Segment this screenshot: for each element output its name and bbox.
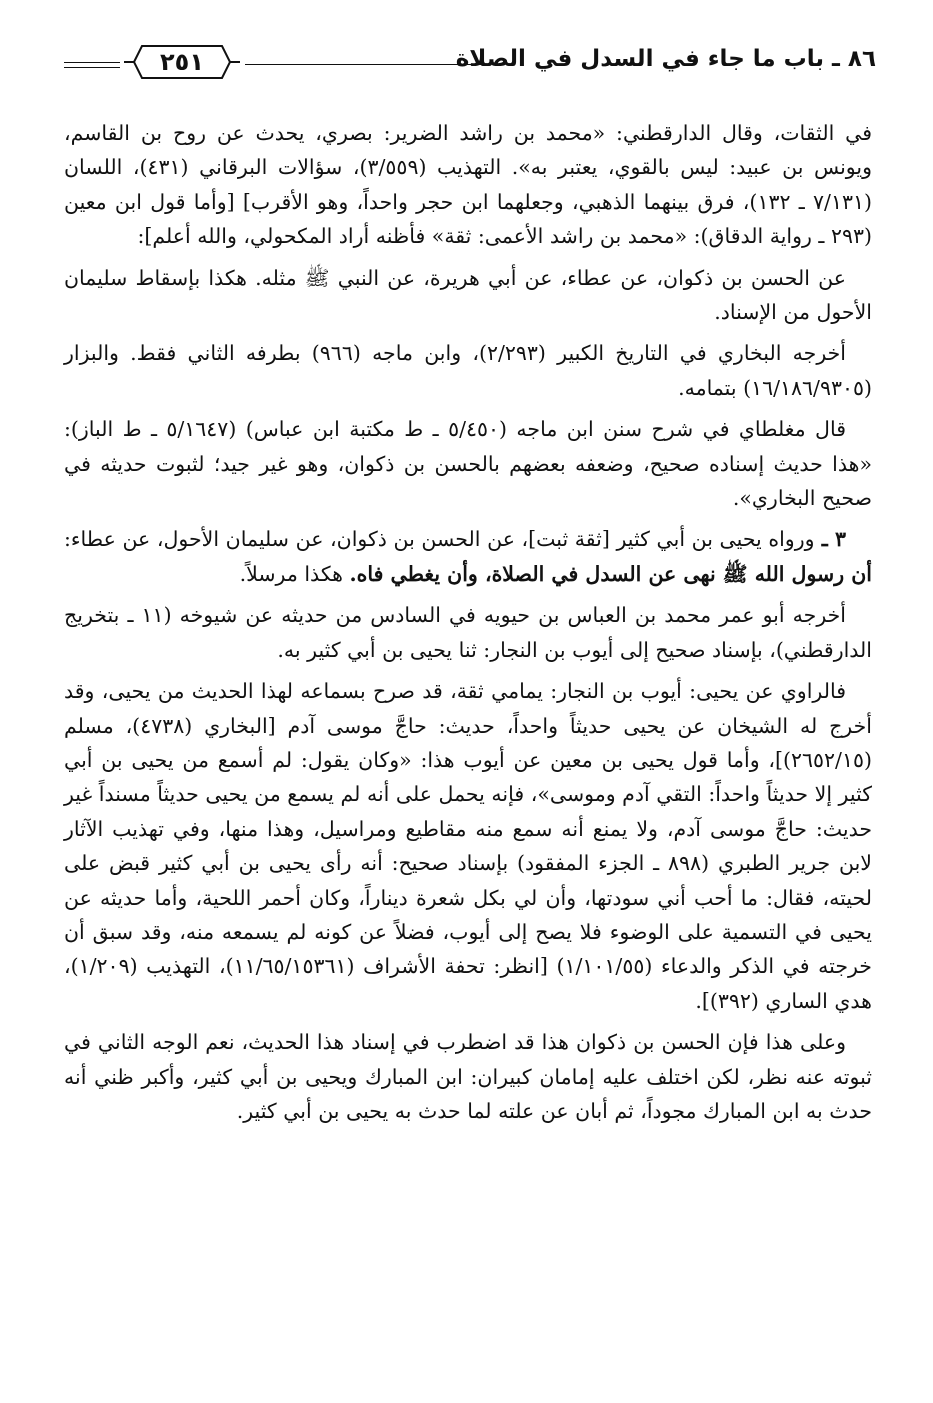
body-text	[64, 116, 872, 1135]
text-segment: وعلى هذا فإن الحسن بن ذكوان هذا قد اضطرب في إسناد هذا الحديث، نعم الوجه الثاني في ثبوته عنه نظر، لكن اختلف عليه إمامان كبيران: ابن المبارك ويحيى بن أبي كثير، وأكبر ظني أنه حدث به ابن المبارك مجوداً، ثم أبان عن علته لما حدث به يحيى بن أبي كثير.	[64, 1030, 872, 1123]
chapter-title: ٨٦ ـ باب ما جاء في السدل في الصلاة	[455, 46, 876, 72]
text-segment: في الثقات، وقال الدارقطني: «محمد بن راشد الضرير: بصري، يحدث عن روح بن القاسم، ويونس بن عبيد: ليس بالقوي، يعتبر به». التهذيب (٣/٥٥٩)، سؤالات البرقاني (٤٣١)، اللسان (٧/١٣١ ـ ١٣٢)، فرق بينهما الذهبي، وجعلهما ابن حجر واحداً، وهو الأقرب] [وأما قول ابن معين (٢٩٣ ـ رواية الدقاق): «محمد بن راشد الأعمى: ثقة» فأظنه أراد المكحولي، والله أعلم]:	[64, 121, 873, 249]
text-segment: هكذا مرسلاً.	[239, 561, 350, 586]
text-segment: أخرجه البخاري في التاريخ الكبير (٢/٢٩٣)، وابن ماجه (٩٦٦) بطرفه الثاني فقط. والبزار (١٦/١٨٦/٩٣٠٥) بتمامه.	[64, 341, 872, 400]
text-segment: عن الحسن بن ذكوان، عن عطاء، عن أبي هريرة، عن النبي ﷺ مثله. هكذا بإسقاط سليمان الأحول من الإسناد.	[64, 265, 872, 325]
bold-text-segment: أن رسول الله ﷺ نهى عن السدل في الصلاة، وأن يغطي فاه.	[349, 561, 872, 586]
page-number: ٢٥١	[160, 48, 204, 76]
paragraph-p5	[64, 522, 872, 591]
text-segment: أخرجه أبو عمر محمد بن العباس بن حيويه في السادس من حديثه عن شيوخه (١١ ـ بتخريج الدارقطني)، بإسناد صحيح إلى أيوب بن النجار: ثنا يحيى بن أبي كثير به.	[64, 603, 872, 662]
bold-text-segment: ٣ ـ	[814, 527, 847, 552]
header-rule	[64, 62, 120, 63]
page-number-badge	[122, 42, 242, 82]
page-header	[60, 42, 876, 92]
text-segment: قال مغلطاي في شرح سنن ابن ماجه (٥/٤٥٠ ـ ط مكتبة ابن عباس) (٥/١٦٤٧ ـ ط الباز): «هذا حديث إسناده صحيح، وضعفه بعضهم بالحسن بن ذكوان، وهو غير جيد؛ لثبوت حديثه في صحيح البخاري».	[64, 417, 872, 511]
paragraph-p8	[64, 1025, 872, 1128]
header-rule	[64, 67, 120, 68]
header-rule	[245, 64, 485, 65]
paragraph-p6	[64, 598, 872, 667]
text-segment: ورواه يحيى بن أبي كثير [ثقة ثبت]، عن الحسن بن ذكوان، عن سليمان الأحول، عن عطاء:	[64, 527, 815, 552]
paragraph-p1	[64, 116, 872, 254]
text-segment: فالراوي عن يحيى: أيوب بن النجار: يمامي ثقة، قد صرح بسماعه لهذا الحديث من يحيى، وقد أخرج له الشيخان عن يحيى حديثاً واحداً، حديث: حاجَّ موسى آدم [البخاري (٤٧٣٨)، مسلم (٢٦٥٢/١٥)]، وأما قول يحيى بن معين عن أيوب هذا: «وكان يقول: لم أسمع من يحيى بن أبي كثير إلا حديثاً واحداً: التقي آدم وموسى»، فإنه يحمل على أنه لم يسمع من يحيى حديثاً مسنداً غير حديث: حاجَّ موسى آدم، ولا يمنع أنه سمع منه مقاطيع ومراسيل، وهذا منها، وفي تهذيب الآثار لابن جرير الطبري (٨٩٨ ـ الجزء المفقود) بإسناد صحيح: أنه رأى يحيى بن أبي كثير قبض على لحيته، فقال: ما أحب أني سودتها، وأن لي بكل شعرة ديناراً، وكان أحمر اللحية، وأما حديثه عن يحيى في التسمية على الوضوء فلا يصح إلى أيوب، فضلاً عن كونه لم يسمعه منه، وقد سبق أن خرجته في الذكر والدعاء (١/١٠١/٥٥) [انظر: تحفة الأشراف (١١/٦٥/١٥٣٦١)، التهذيب (١/٢٠٩)، هدي الساري (٣٩٢)].	[64, 679, 872, 1013]
paragraph-p2	[64, 261, 872, 330]
paragraph-p4	[64, 412, 872, 515]
paragraph-p7	[64, 674, 872, 1018]
paragraph-p3	[64, 336, 872, 405]
